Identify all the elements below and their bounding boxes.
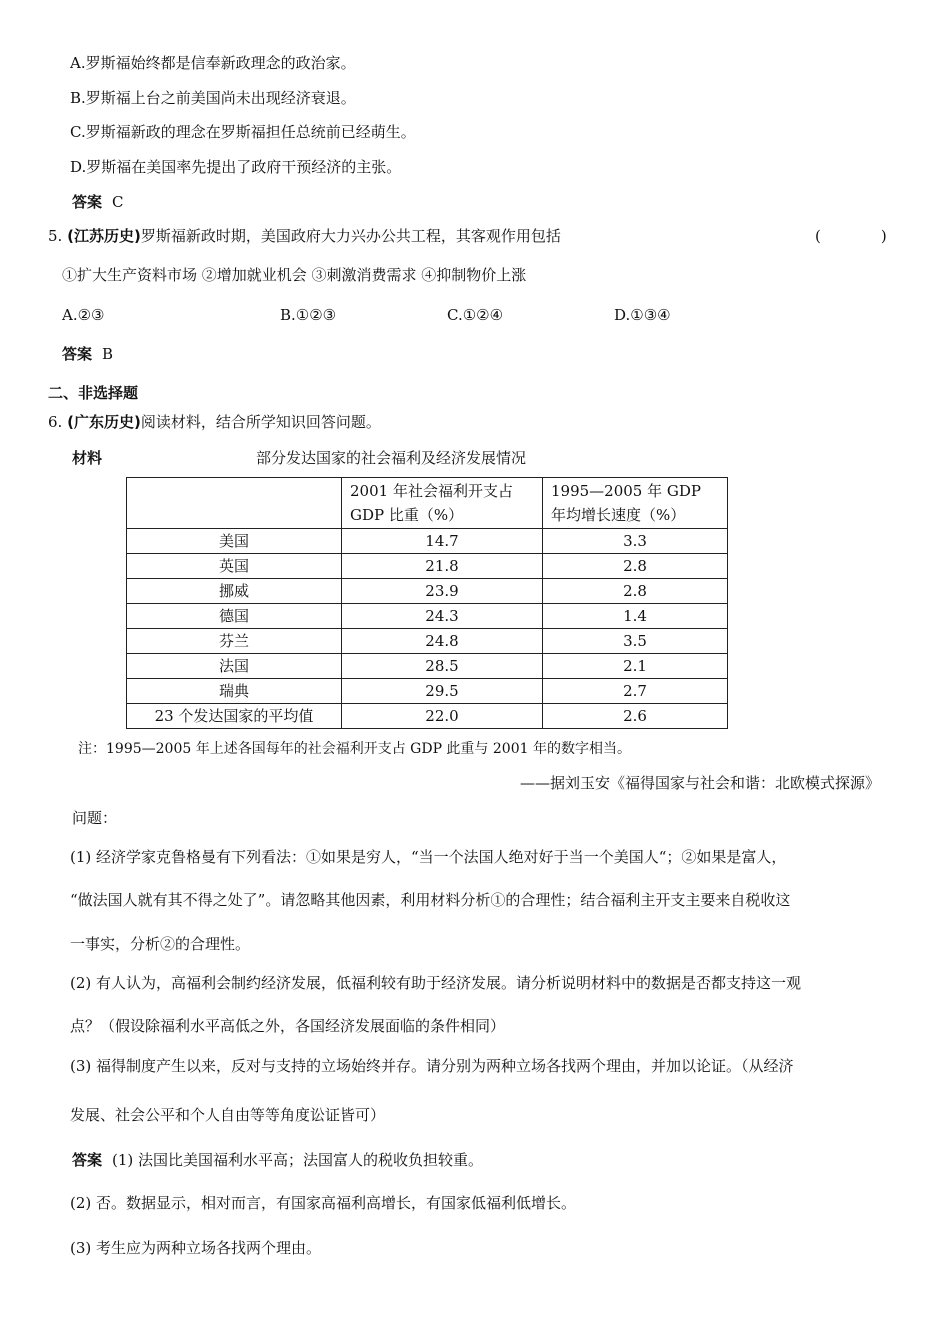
q5-answer	[62, 344, 113, 364]
answer-label: 答案	[62, 345, 93, 363]
question-text: 阅读材料，结合所学知识回答问题。	[140, 413, 381, 431]
q5-option-c: C.①②④	[447, 306, 504, 324]
q6-sub3-line1: (3) 福得制度产生以来，反对与支持的立场始终并存。请分别为两种立场各找两个理由，并加以论证。（从经济	[70, 1057, 794, 1075]
q6-answer-3: (3) 考生应为两种立场各找两个理由。	[70, 1239, 322, 1257]
table-cell: 2.6	[543, 704, 728, 729]
table-cell: 28.5	[342, 654, 543, 679]
section-title: 二、非选择题	[48, 384, 139, 402]
table-title: 部分发达国家的社会福利及经济发展情况	[256, 449, 527, 467]
question-text: 罗斯福新政时期，美国政府大力兴办公共工程，其客观作用包括	[140, 227, 561, 245]
table-row	[127, 604, 728, 629]
q5-stem	[48, 226, 561, 246]
answer-value: B	[102, 345, 114, 363]
q4-option-a: A.罗斯福始终都是信奉新政理念的政治家。	[70, 54, 356, 72]
table-row	[127, 629, 728, 654]
q5-option-d: D.①③④	[614, 306, 671, 324]
table-cell: 德国	[127, 604, 342, 629]
q5-items: ①扩大生产资料市场 ②增加就业机会 ③刺激消费需求 ④抑制物价上涨	[62, 266, 527, 284]
table-cell: 22.0	[342, 704, 543, 729]
question-source: (江苏历史)	[67, 227, 141, 245]
table-cell: 芬兰	[127, 629, 342, 654]
q5-option-b: B.①②③	[280, 306, 337, 324]
q6-sub1-line1: (1) 经济学家克鲁格曼有下列看法：①如果是穷人，“当一个法国人绝对好于当一个美国人“；②如果是富人，	[70, 848, 787, 866]
table-cell: 3.3	[543, 529, 728, 554]
q6-stem	[48, 412, 381, 432]
answer-value: C	[112, 193, 124, 211]
table-row	[127, 579, 728, 604]
table-row	[127, 679, 728, 704]
answer-paren: ( )	[815, 227, 887, 245]
questions-label: 问题：	[72, 809, 118, 827]
table-cell: 挪威	[127, 579, 342, 604]
q6-sub3-line2: 发展、社会公平和个人自由等等角度讼证皆可）	[70, 1106, 386, 1124]
table-cell: 2.7	[543, 679, 728, 704]
table-row	[127, 704, 728, 729]
table-cell: 3.5	[543, 629, 728, 654]
answer-label: 答案	[72, 1151, 103, 1169]
q6-sub1-line3: 一事实，分析②的合理性。	[70, 935, 251, 953]
table-row	[127, 654, 728, 679]
welfare-table	[126, 477, 728, 729]
q6-answer-2: (2) 否。数据显示，相对而言，有国家高福利高增长，有国家低福利低增长。	[70, 1194, 577, 1212]
table-cell: 2.8	[543, 554, 728, 579]
table-cell: 24.8	[342, 629, 543, 654]
question-number: 6.	[48, 413, 63, 431]
table-cell: 21.8	[342, 554, 543, 579]
table-header-cell	[127, 478, 342, 529]
q4-answer	[72, 192, 124, 212]
q6-answer-1	[72, 1150, 483, 1170]
table-header-cell: 2001 年社会福利开支占 GDP 比重（%）	[342, 478, 543, 529]
table-cell: 23.9	[342, 579, 543, 604]
q6-sub2-line2: 点？（假设除福利水平高低之外，各国经济发展面临的条件相同）	[70, 1017, 506, 1035]
table-row	[127, 529, 728, 554]
table-note: 注：1995—2005 年上述各国每年的社会福利开支占 GDP 此重与 2001 年的数字相当。	[78, 741, 631, 757]
table-cell: 英国	[127, 554, 342, 579]
q4-option-d: D.罗斯福在美国率先提出了政府干预经济的主张。	[70, 158, 402, 176]
material-label: 材料	[72, 449, 103, 467]
q5-option-a: A.②③	[62, 306, 105, 324]
q6-sub2-line1: (2) 有人认为，高福利会制约经济发展，低福利较有助于经济发展。请分析说明材料中的数据是否都支持这一观	[70, 974, 802, 992]
table-cell: 2.8	[543, 579, 728, 604]
table-cell: 1.4	[543, 604, 728, 629]
question-source: (广东历史)	[67, 413, 141, 431]
q6-sub1-line2: “做法国人就有其不得之处了”。请忽略其他因素，利用材料分析①的合理性；结合福利主开支主要来自税收这	[70, 891, 791, 909]
answer-label: 答案	[72, 193, 103, 211]
table-cell: 24.3	[342, 604, 543, 629]
table-cell: 法国	[127, 654, 342, 679]
answer-text: (1) 法国比美国福利水平高；法国富人的税收负担较重。	[112, 1151, 484, 1169]
table-cell: 23 个发达国家的平均值	[127, 704, 342, 729]
table-cell: 瑞典	[127, 679, 342, 704]
table-cell: 美国	[127, 529, 342, 554]
table-cell: 29.5	[342, 679, 543, 704]
table-row	[127, 554, 728, 579]
table-cell: 14.7	[342, 529, 543, 554]
question-number: 5.	[48, 227, 63, 245]
table-header-row	[127, 478, 728, 529]
q4-option-b: B.罗斯福上台之前美国尚未出现经济衰退。	[70, 89, 356, 107]
source-citation: ——据刘玉安《福得国家与社会和谐：北欧模式探源》	[519, 774, 880, 792]
table-header-cell: 1995—2005 年 GDP 年均增长速度（%）	[543, 478, 728, 529]
q4-option-c: C.罗斯福新政的理念在罗斯福担任总统前已经萌生。	[70, 123, 416, 141]
table-cell: 2.1	[543, 654, 728, 679]
